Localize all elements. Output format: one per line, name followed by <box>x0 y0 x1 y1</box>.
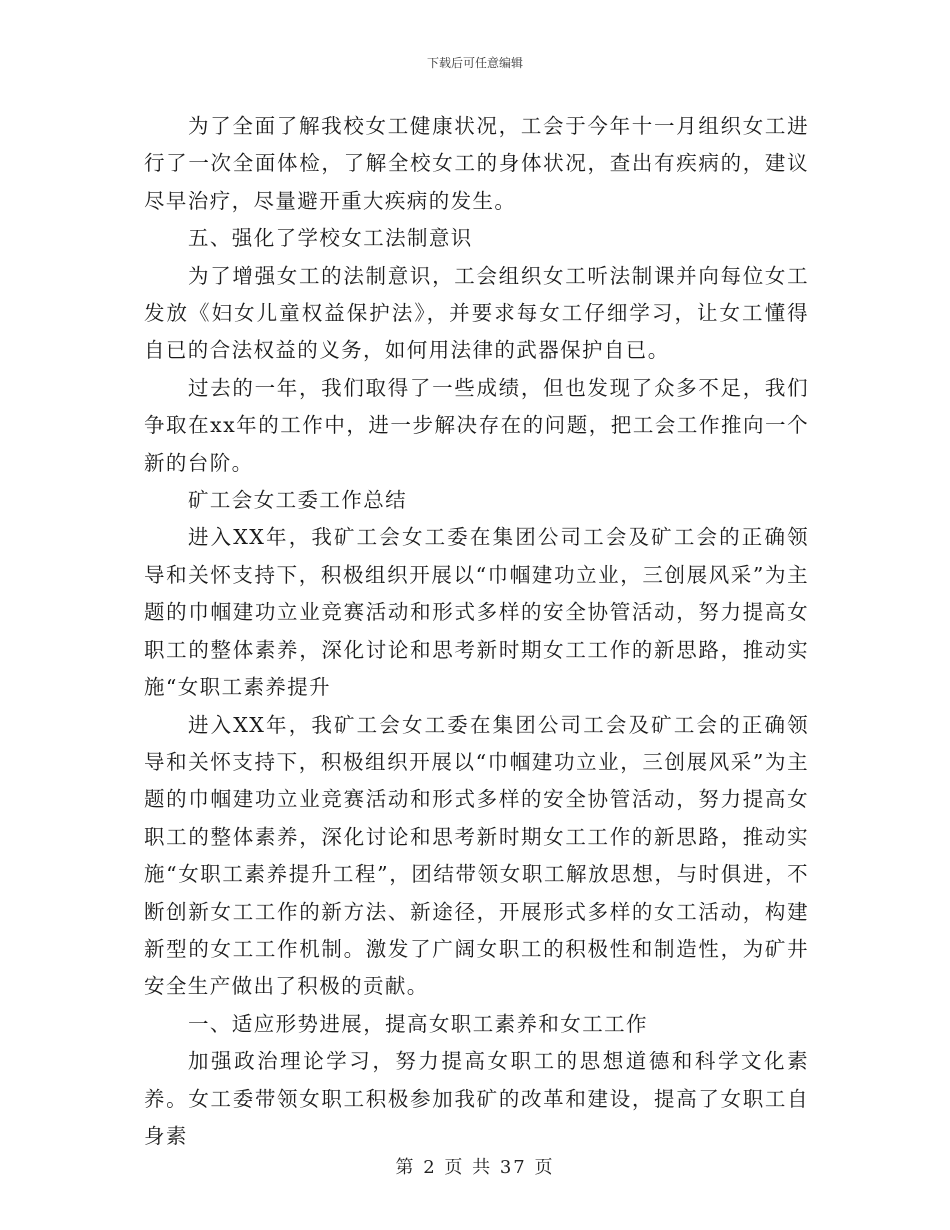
paragraph-intro: 进入XX年，我矿工会女工委在集团公司工会及矿工会的正确领导和关怀支持下，积极组织开展以“巾帼建功立业，三创展风采”为主题的巾帼建功立业竞赛活动和形式多样的安全协管活动，努力提高女职工的整体素养，深化讨论和思考新时期女工工作的新思路，推动实施“女职工素养提升工程”，团结带领女职工解放思想，与时俱进，不断创新女工工作的新方法、新途径，开展形式多样的女工活动，构建新型的女工工作机制。激发了广阔女职工的积极性和制造性，为矿井安全生产做出了积极的贡献。 <box>144 712 809 999</box>
document-title: 矿工会女工委工作总结 <box>188 488 407 513</box>
document-body <box>144 108 809 1155</box>
section-heading-adapt: 一、适应形势进展，提高女职工素养和女工工作 <box>188 1011 648 1036</box>
paragraph-year-review: 过去的一年，我们取得了一些成绩，但也发现了众多不足，我们争取在xx年的工作中，进一步解决存在的问题，把工会工作推向一个新的台阶。 <box>144 375 809 475</box>
paragraph-legal-awareness: 为了增强女工的法制意识，工会组织女工听法制课并向每位女工发放《妇女儿童权益保护法》，并要求每女工仔细学习，让女工懂得自已的合法权益的义务，如何用法律的武器保护自已。 <box>144 263 809 363</box>
paragraph-political-study: 加强政治理论学习，努力提高女职工的思想道德和科学文化素养。女工委带领女职工积极参加我矿的改革和建设，提高了女职工自身素 <box>144 1049 809 1148</box>
page-footer: 第 2 页 共 37 页 <box>395 1157 555 1178</box>
page-header: 下载后可任意编辑 <box>426 56 523 70</box>
paragraph-intro-truncated: 进入XX年，我矿工会女工委在集团公司工会及矿工会的正确领导和关怀支持下，积极组织开展以“巾帼建功立业，三创展风采”为主题的巾帼建功立业竞赛活动和形式多样的安全协管活动，努力提高女职工的整体素养，深化讨论和思考新时期女工工作的新思路，推动实施“女职工素养提升 <box>144 525 809 700</box>
section-heading-legal-awareness: 五、强化了学校女工法制意识 <box>188 226 473 251</box>
paragraph-health-check: 为了全面了解我校女工健康状况，工会于今年十一月组织女工进行了一次全面体检，了解全校女工的身体状况，查出有疾病的，建议尽早治疗，尽量避开重大疾病的发生。 <box>144 114 809 213</box>
